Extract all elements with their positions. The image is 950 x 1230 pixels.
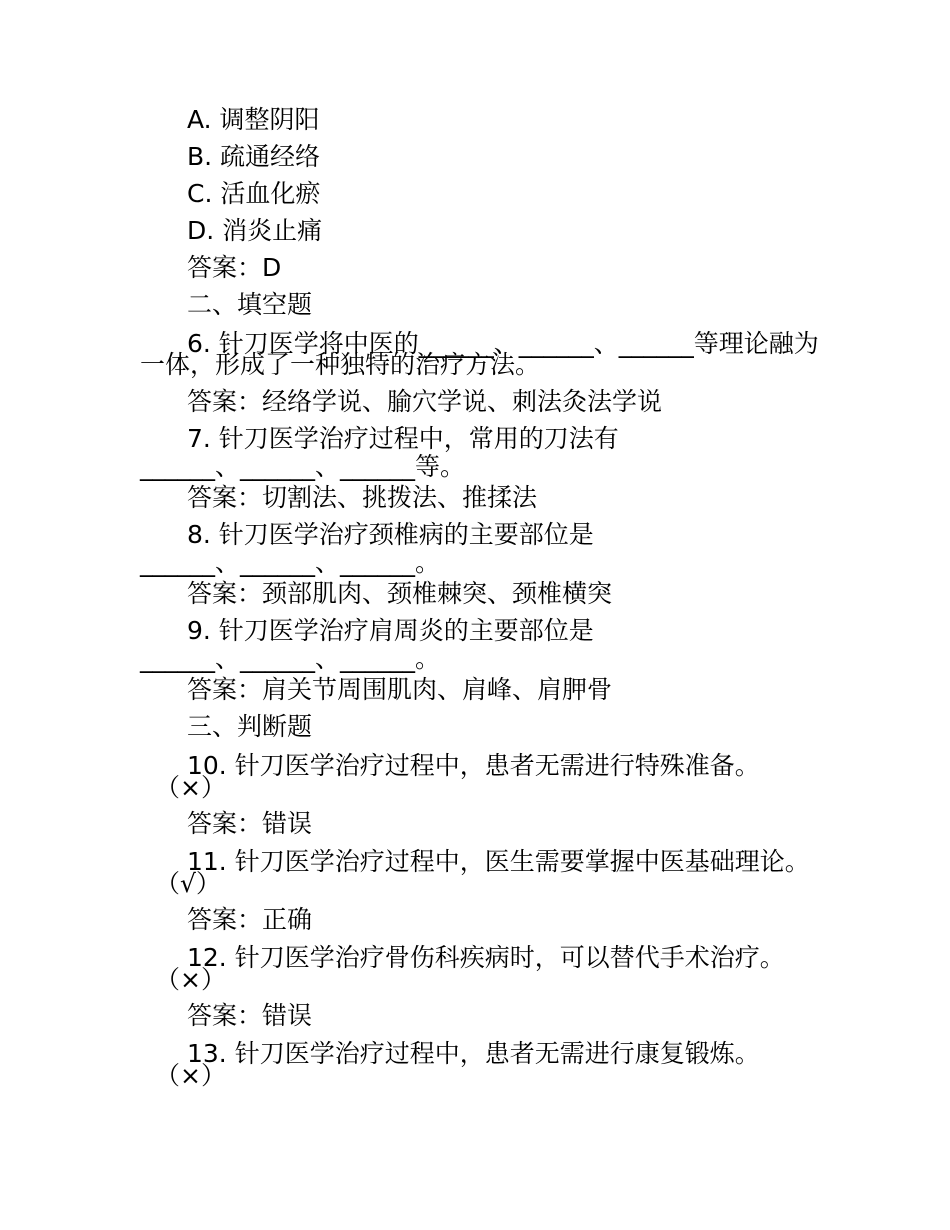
question-text: 7. 针刀医学治疗过程中，常用的刀法有: [187, 424, 619, 453]
answer-text: 答案：切割法、挑拨法、推揉法: [187, 483, 538, 512]
answer-text: 答案：经络学说、腧穴学说、刺法灸法学说: [187, 387, 663, 416]
blank-line: ______、______、______。: [140, 644, 441, 673]
judgement-mark: （√）: [155, 869, 221, 898]
question-text: 11. 针刀医学治疗过程中，医生需要掌握中医基础理论。: [187, 847, 810, 876]
question-text-continuation: 一体，形成了一种独特的治疗方法。: [140, 350, 541, 379]
answer-text: 答案：错误: [187, 1001, 313, 1030]
blank-line: ______、______、______。: [140, 548, 441, 577]
question-text: 9. 针刀医学治疗肩周炎的主要部位是: [187, 616, 594, 645]
judgement-mark: （×）: [155, 965, 226, 994]
question-text: 12. 针刀医学治疗骨伤科疾病时，可以替代手术治疗。: [187, 943, 785, 972]
option-a: A. 调整阴阳: [187, 105, 320, 134]
answer-text: 答案：正确: [187, 905, 313, 934]
section-heading: 二、填空题: [187, 290, 313, 319]
answer-text: 答案：颈部肌肉、颈椎棘突、颈椎横突: [187, 579, 613, 608]
option-b: B. 疏通经络: [187, 142, 321, 171]
question-text: 13. 针刀医学治疗过程中，患者无需进行康复锻炼。: [187, 1039, 760, 1068]
question-text: 8. 针刀医学治疗颈椎病的主要部位是: [187, 520, 594, 549]
section-heading: 三、判断题: [187, 712, 313, 741]
question-text: 6. 针刀医学将中医的______、______、______等理论融为: [187, 329, 819, 358]
option-d: D. 消炎止痛: [187, 216, 323, 245]
answer-text: 答案：D: [187, 253, 282, 282]
judgement-mark: （×）: [155, 1061, 226, 1090]
blank-line: ______、______、______等。: [140, 452, 466, 481]
judgement-mark: （×）: [155, 773, 226, 802]
question-text: 10. 针刀医学治疗过程中，患者无需进行特殊准备。: [187, 751, 760, 780]
option-c: C. 活血化瘀: [187, 179, 321, 208]
answer-text: 答案：肩关节周围肌肉、肩峰、肩胛骨: [187, 675, 613, 704]
answer-text: 答案：错误: [187, 809, 313, 838]
